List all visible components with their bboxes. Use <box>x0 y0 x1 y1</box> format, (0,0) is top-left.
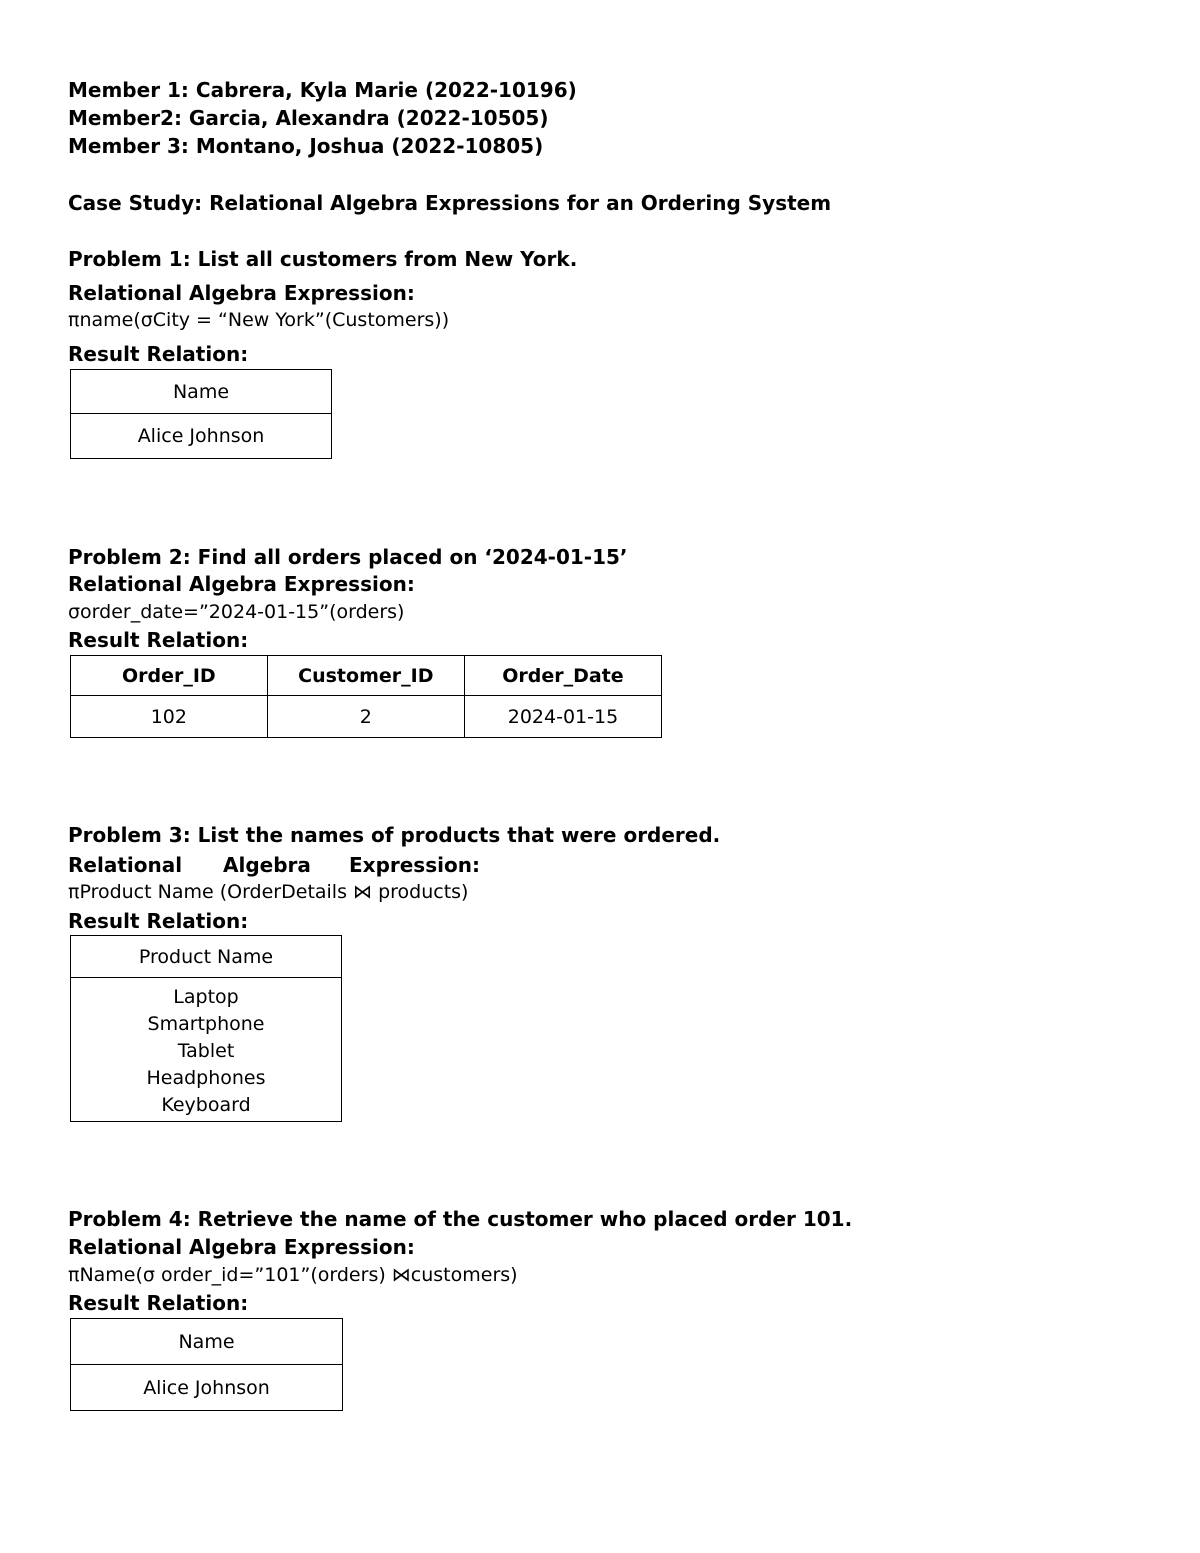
list-item: Laptop <box>173 986 239 1008</box>
problem-1-title: Problem 1: List all customers from New York. <box>68 247 578 271</box>
column-header-name: Name <box>71 370 332 414</box>
problem-2-expression: σorder_date=”2024-01-15”(orders) <box>68 601 405 623</box>
table-row <box>71 696 662 738</box>
label-word-algebra: Algebra <box>223 853 311 877</box>
problem-3-result-label: Result Relation: <box>68 909 249 933</box>
problem-4-title: Problem 4: Retrieve the name of the customer who placed order 101. <box>68 1207 853 1231</box>
column-header-product-name: Product Name <box>71 936 342 978</box>
problem-3-expression: πProduct Name (OrderDetails ⋈ products) <box>68 881 469 903</box>
problem-1-expression: πname(σCity = “New York”(Customers)) <box>68 309 450 331</box>
problem-1-expression-label: Relational Algebra Expression: <box>68 281 415 305</box>
list-item: Headphones <box>146 1067 266 1089</box>
problem-1-result-label: Result Relation: <box>68 342 249 366</box>
list-item: Tablet <box>177 1040 235 1062</box>
member-1: Member 1: Cabrera, Kyla Marie (2022-10196) <box>68 78 577 102</box>
problem-2-expression-label: Relational Algebra Expression: <box>68 572 415 596</box>
list-item: Keyboard <box>161 1094 251 1116</box>
table-cell-order-id: 102 <box>71 696 268 738</box>
member-3: Member 3: Montano, Joshua (2022-10805) <box>68 134 544 158</box>
label-word-expression: Expression: <box>349 853 480 877</box>
problem-4-result-table <box>70 1318 343 1411</box>
column-header-name: Name <box>71 1319 343 1365</box>
column-header-customer-id: Customer_ID <box>267 656 464 696</box>
problem-4-expression-label: Relational Algebra Expression: <box>68 1235 415 1259</box>
problem-3-result-table <box>70 935 342 1122</box>
problem-2-result-table <box>70 655 662 738</box>
problem-3-title: Problem 3: List the names of products that were ordered. <box>68 823 721 847</box>
member-2: Member2: Garcia, Alexandra (2022-10505) <box>68 106 549 130</box>
list-item: Smartphone <box>147 1013 265 1035</box>
column-header-order-date: Order_Date <box>464 656 661 696</box>
table-header-row <box>71 1319 343 1365</box>
table-row <box>71 978 342 1122</box>
problem-1-result-table <box>70 369 332 459</box>
table-cell-product-names <box>71 978 342 1122</box>
table-header-row <box>71 656 662 696</box>
problem-2-result-label: Result Relation: <box>68 628 249 652</box>
table-header-row <box>71 370 332 414</box>
table-cell-name: Alice Johnson <box>71 1365 343 1411</box>
case-study-title: Case Study: Relational Algebra Expressions for an Ordering System <box>68 191 832 215</box>
table-header-row <box>71 936 342 978</box>
column-header-order-id: Order_ID <box>71 656 268 696</box>
problem-3-expression-label <box>68 851 480 879</box>
table-row <box>71 1365 343 1411</box>
table-cell-name: Alice Johnson <box>71 414 332 459</box>
table-cell-order-date: 2024-01-15 <box>464 696 661 738</box>
problem-4-result-label: Result Relation: <box>68 1291 249 1315</box>
table-row <box>71 414 332 459</box>
label-word-relational: Relational <box>68 853 183 877</box>
problem-4-expression: πName(σ order_id=”101”(orders) ⋈customers) <box>68 1264 518 1286</box>
table-cell-customer-id: 2 <box>267 696 464 738</box>
problem-2-title: Problem 2: Find all orders placed on ‘2024-01-15’ <box>68 545 628 569</box>
